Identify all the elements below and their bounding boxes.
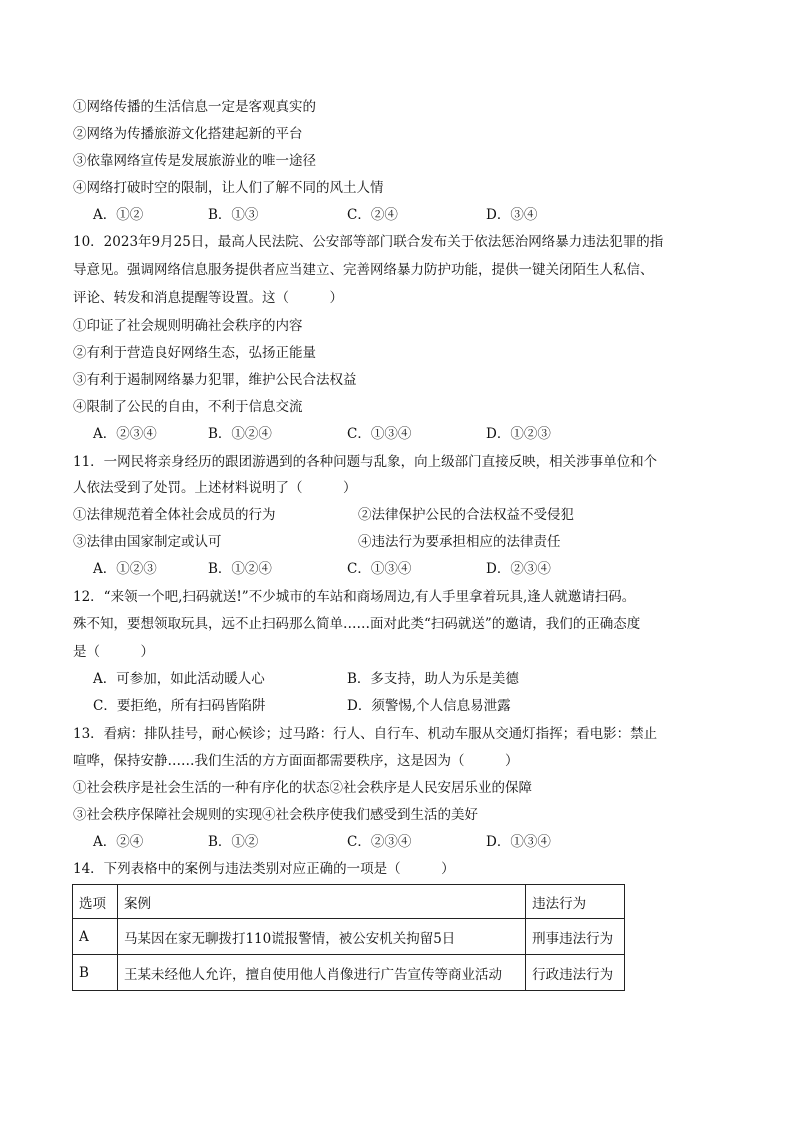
q14-case-table [72, 884, 625, 991]
row-a-case: 马某因在家无聊拨打110谎报警情，被公安机关拘留5日 [117, 919, 525, 955]
q11-stem-line-2: 人依法受到了处罚。上述材料说明了（ ） [73, 480, 357, 496]
q10-stem-line-3: 评论、转发和消息提醒等设置。这（ ） [73, 290, 343, 306]
q11-option-d: D．②③④ [486, 561, 551, 577]
q14-stem: 14．下列表格中的案例与违法类别对应正确的一项是（ ） [73, 861, 455, 877]
q13-stem-line-1: 13．看病：排队挂号，耐心候诊；过马路：行人、自行车、机动车服从交通灯指挥；看电影：禁止 [73, 726, 658, 742]
q11-option-b: B．①②④ [208, 561, 272, 577]
row-a-option: A [73, 919, 118, 955]
q11-option-a: A．①②③ [93, 561, 157, 577]
q10-stem-line-2: 导意见。强调网络信息服务提供者应当建立、完善网络暴力防护功能，提供一键关闭陌生人私信、 [73, 262, 654, 278]
q10-option-b: B．①②④ [208, 426, 272, 442]
q13-option-c: C．②③④ [347, 834, 412, 850]
q9-statement-2: ②网络为传播旅游文化搭建起新的平台 [73, 126, 303, 142]
row-b-case: 王某未经他人允许，擅自使用他人肖像进行广告宣传等商业活动 [117, 955, 525, 991]
q12-option-c: C．要拒绝，所有扫码皆陷阱 [93, 698, 266, 714]
q13-option-d: D．①③④ [486, 834, 551, 850]
table-row [73, 919, 625, 955]
q11-statement-4: ④违法行为要承担相应的法律责任 [358, 534, 561, 550]
q9-option-d: D．③④ [486, 207, 538, 223]
row-b-option: B [73, 955, 118, 991]
header-case: 案例 [117, 885, 525, 919]
q13-stem-line-2: 喧哗，保持安静……我们生活的方方面面都需要秩序，这是因为（ ） [73, 753, 519, 769]
q10-option-d: D．①②③ [486, 426, 551, 442]
row-a-violation: 刑事违法行为 [526, 919, 625, 955]
q10-statement-1: ①印证了社会规则明确社会秩序的内容 [73, 318, 303, 334]
header-option: 选项 [73, 885, 118, 919]
q12-stem-line-3: 是（ ） [73, 644, 154, 660]
q9-statement-4: ④网络打破时空的限制，让人们了解不同的风土人情 [73, 180, 384, 196]
q9-option-a: A．①② [93, 207, 144, 223]
q10-option-a: A．②③④ [93, 426, 157, 442]
q11-statement-2: ②法律保护公民的合法权益不受侵犯 [358, 507, 574, 523]
q10-stem-line-1: 10．2023年9月25日，最高人民法院、公安部等部门联合发布关于依法惩治网络暴力违法犯罪的指 [73, 234, 664, 250]
q12-option-a: A．可参加，如此活动暖人心 [93, 671, 265, 687]
q13-statement-line-2: ③社会秩序保障社会规则的实现④社会秩序使我们感受到生活的美好 [73, 807, 478, 823]
q12-option-d: D．须警惕,个人信息易泄露 [347, 698, 511, 714]
q12-stem-line-1: 12．“来领一个吧,扫码就送!”不少城市的车站和商场周边,有人手里拿着玩具,逢人就邀请扫码。 [73, 589, 636, 605]
table-row [73, 955, 625, 991]
q10-statement-2: ②有利于营造良好网络生态，弘扬正能量 [73, 345, 316, 361]
q11-stem-line-1: 11．一网民将亲身经历的跟团游遇到的各种问题与乱象，向上级部门直接反映，相关涉事单位和个 [73, 454, 658, 470]
q9-statement-3: ③依靠网络宣传是发展旅游业的唯一途径 [73, 153, 316, 169]
q11-statement-1: ①法律规范着全体社会成员的行为 [73, 507, 276, 523]
q13-statement-line-1: ①社会秩序是社会生活的一种有序化的状态②社会秩序是人民安居乐业的保障 [73, 780, 532, 796]
q11-statement-3: ③法律由国家制定或认可 [73, 534, 222, 550]
q9-option-c: C．②④ [347, 207, 398, 223]
q11-option-c: C．①③④ [347, 561, 412, 577]
row-b-violation: 行政违法行为 [526, 955, 625, 991]
header-violation: 违法行为 [526, 885, 625, 919]
table-header-row [73, 885, 625, 919]
q13-option-a: A．②④ [93, 834, 144, 850]
q10-statement-4: ④限制了公民的自由，不利于信息交流 [73, 399, 303, 415]
q10-statement-3: ③有利于遏制网络暴力犯罪，维护公民合法权益 [73, 372, 357, 388]
q13-option-b: B．①② [208, 834, 259, 850]
q10-option-c: C．①③④ [347, 426, 412, 442]
q9-option-b: B．①③ [208, 207, 259, 223]
q9-statement-1: ①网络传播的生活信息一定是客观真实的 [73, 99, 316, 115]
q12-option-b: B．多支持，助人为乐是美德 [347, 671, 519, 687]
q12-stem-line-2: 殊不知，要想领取玩具，远不止扫码那么简单……面对此类“扫码就送”的邀请，我们的正确态度 [73, 616, 641, 632]
